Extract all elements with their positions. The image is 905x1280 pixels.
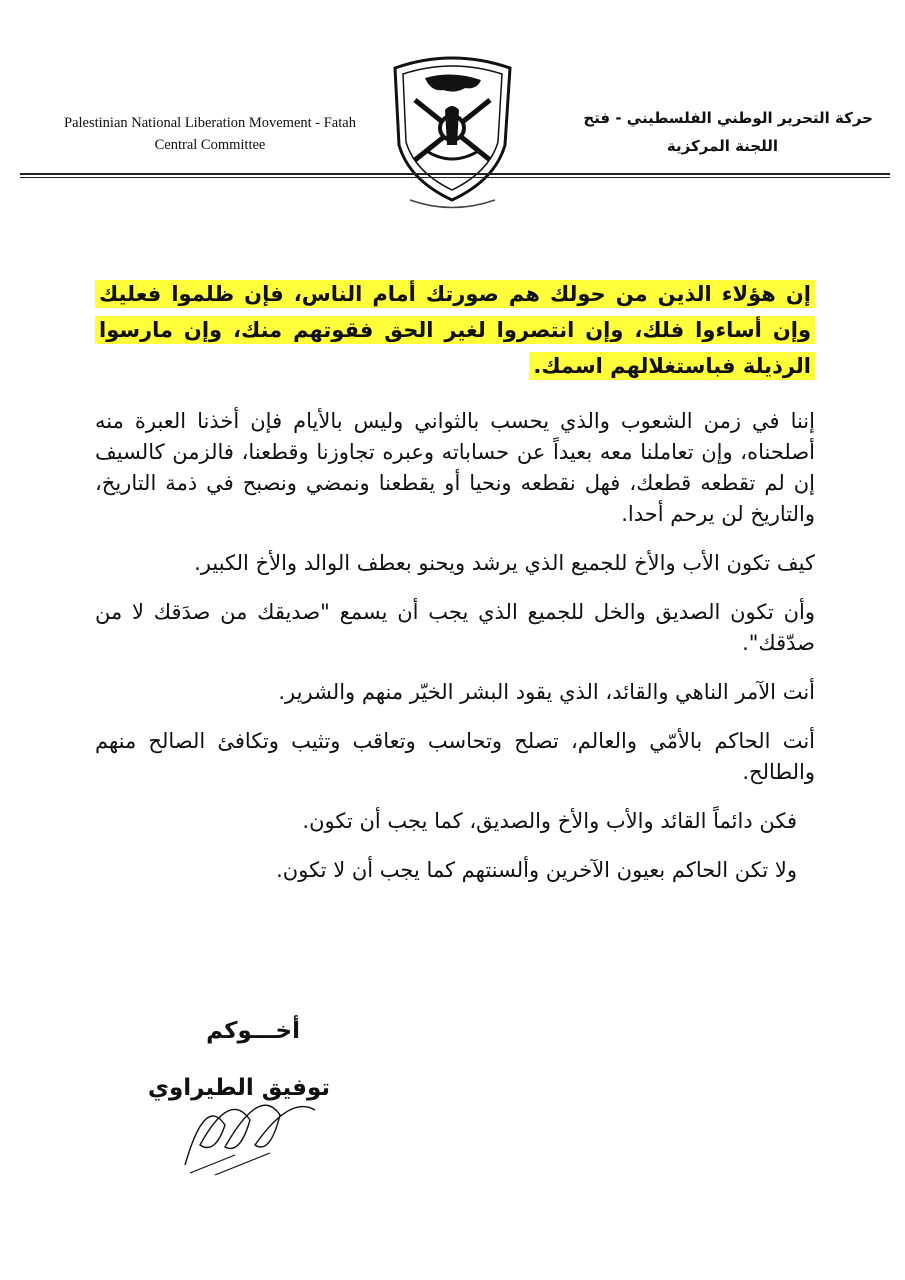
signatory-name: توفيق الطيراوي	[147, 1075, 330, 1101]
org-name-arabic: حركة التحرير الوطني الفلسطيني - فتح	[583, 109, 873, 127]
committee-name-arabic: اللجنة المركزية	[666, 137, 778, 155]
highlighted-text: إن هؤلاء الذين من حولك هم صورتك أمام الناس، فإن ظلموا فعليك وإن أساءوا فلك، وإن انتصروا لغير الحق فقوتهم منك، وإن مارسوا الرذيلة فباستغلالهم اسمك.	[95, 280, 815, 380]
highlighted-paragraph	[95, 276, 815, 384]
letterhead-english	[40, 112, 380, 156]
paragraph-6: فكن دائماً القائد والأب والأخ والصديق، كما يجب أن تكون.	[302, 809, 797, 833]
paragraph-4: أنت الآمر الناهي والقائد، الذي يقود البشر الخيّر منهم والشرير.	[278, 680, 815, 704]
paragraph-3: وأن تكون الصديق والخل للجميع الذي يجب أن يسمع "صديقك من صدَقك لا من صدّقك".	[95, 600, 815, 655]
committee-name-english: Central Committee	[154, 137, 266, 153]
org-name-english: Palestinian National Liberation Movement - Fatah	[64, 115, 356, 131]
paragraph-7: ولا تكن الحاكم بعيون الآخرين وألسنتهم كما يجب أن لا تكون.	[276, 858, 797, 882]
paragraph-2: كيف تكون الأب والأخ للجميع الذي يرشد ويحنو بعطف الوالد والأخ الكبير.	[194, 551, 815, 575]
letterhead-arabic	[553, 104, 873, 160]
header-divider	[20, 173, 890, 175]
letter-body	[95, 276, 815, 904]
header-divider-thin	[20, 177, 890, 178]
signature-greeting: أخـــوكم	[206, 1018, 300, 1044]
handwritten-signature-icon	[175, 1085, 325, 1180]
paragraph-5: أنت الحاكم بالأمّي والعالم، تصلح وتحاسب وتعاقب وتثيب وتكافئ الصالح منهم والطالح.	[95, 729, 815, 784]
fatah-emblem-icon	[385, 50, 520, 215]
paragraph-1: إننا في زمن الشعوب والذي يحسب بالثواني وليس بالأيام فإن أخذنا العبرة منه أصلحناه، وإن تعاملنا معه بعيداً عن حساباته وعبره تجاوزنا وقطعنا، فالزمن كالسيف إن لم تقطعه قطعك، فهل نقطعه ونحيا أو يقطعنا ونمضي ونصبح في ذمة التاريخ، والتاريخ لن يرحم أحدا.	[95, 409, 815, 526]
